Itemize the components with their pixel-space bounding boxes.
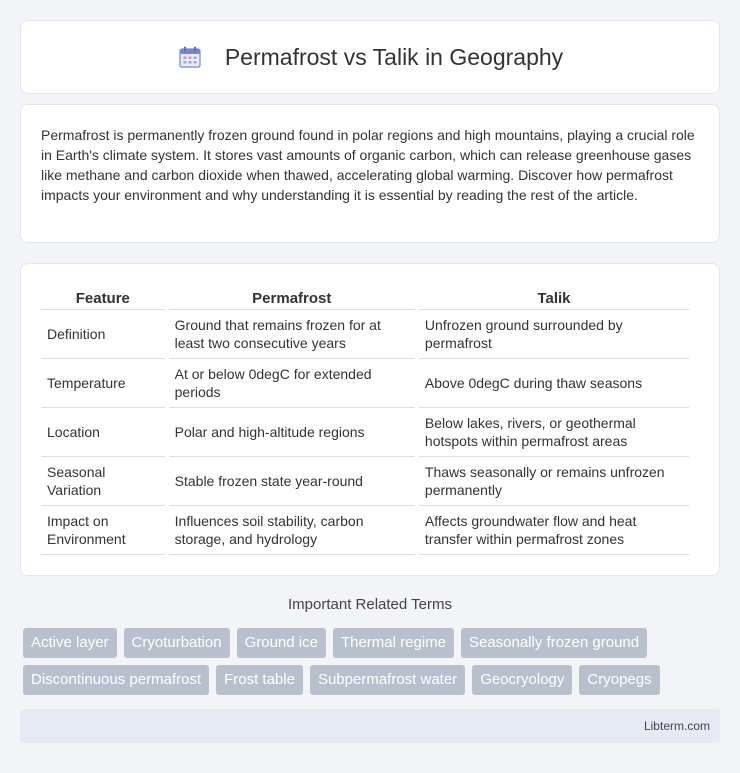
related-term-tag[interactable]: Discontinuous permafrost — [23, 665, 209, 695]
related-term-tag[interactable]: Cryoturbation — [124, 628, 230, 658]
table-cell: Stable frozen state year-round — [169, 457, 415, 506]
table-cell: Thaws seasonally or remains unfrozen permanently — [419, 457, 689, 506]
table-row — [41, 310, 689, 359]
intro-text: Permafrost is permanently frozen ground found in polar regions and high mountains, playing a crucial role in Earth's climate system. It stores vast amounts of organic carbon, which can release greenhouse gases like methane and carbon dioxide when thawed, accelerating global warming. Discover how permafrost impacts your environment and why understanding it is essential by reading the rest of the article. — [41, 127, 695, 203]
page-title: Permafrost vs Talik in Geography — [224, 43, 564, 70]
related-term-tag[interactable]: Frost table — [216, 665, 303, 695]
table-cell: Seasonal Variation — [41, 457, 165, 506]
table-cell: Influences soil stability, carbon storage, and hydrology — [169, 506, 415, 555]
table-cell: Polar and high-altitude regions — [169, 408, 415, 457]
related-term-tag[interactable]: Active layer — [23, 628, 117, 658]
related-term-tag[interactable]: Geocryology — [472, 665, 572, 695]
table-cell: Affects groundwater flow and heat transfer within permafrost zones — [419, 506, 689, 555]
table-row — [41, 408, 689, 457]
header-talik: Talik — [419, 284, 689, 310]
table-cell: Above 0degC during thaw seasons — [419, 359, 689, 408]
related-terms-title: Important Related Terms — [288, 596, 452, 613]
table-row — [41, 506, 689, 555]
related-term-tag[interactable]: Ground ice — [237, 628, 326, 658]
table-cell: Unfrozen ground surrounded by permafrost — [419, 310, 689, 359]
footer — [20, 709, 720, 743]
related-terms-list — [23, 628, 723, 695]
table-row — [41, 457, 689, 506]
header-permafrost: Permafrost — [169, 284, 415, 310]
table-header-row — [41, 284, 689, 310]
table-cell: Below lakes, rivers, or geothermal hotspots within permafrost areas — [419, 408, 689, 457]
table-cell: At or below 0degC for extended periods — [169, 359, 415, 408]
table-cell: Location — [41, 408, 165, 457]
related-term-tag[interactable]: Seasonally frozen ground — [461, 628, 647, 658]
header-card — [20, 20, 720, 94]
table-cell: Ground that remains frozen for at least two consecutive years — [169, 310, 415, 359]
calendar-icon — [177, 44, 203, 70]
footer-site-link[interactable]: Libterm.com — [643, 719, 710, 733]
header-feature: Feature — [41, 284, 165, 310]
comparison-table — [37, 284, 693, 555]
table-cell: Impact on Environment — [41, 506, 165, 555]
table-cell: Definition — [41, 310, 165, 359]
related-term-tag[interactable]: Subpermafrost water — [310, 665, 465, 695]
related-term-tag[interactable]: Cryopegs — [579, 665, 659, 695]
related-term-tag[interactable]: Thermal regime — [333, 628, 454, 658]
intro-card — [20, 104, 720, 243]
table-cell: Temperature — [41, 359, 165, 408]
table-row — [41, 359, 689, 408]
comparison-table-card — [20, 263, 720, 576]
